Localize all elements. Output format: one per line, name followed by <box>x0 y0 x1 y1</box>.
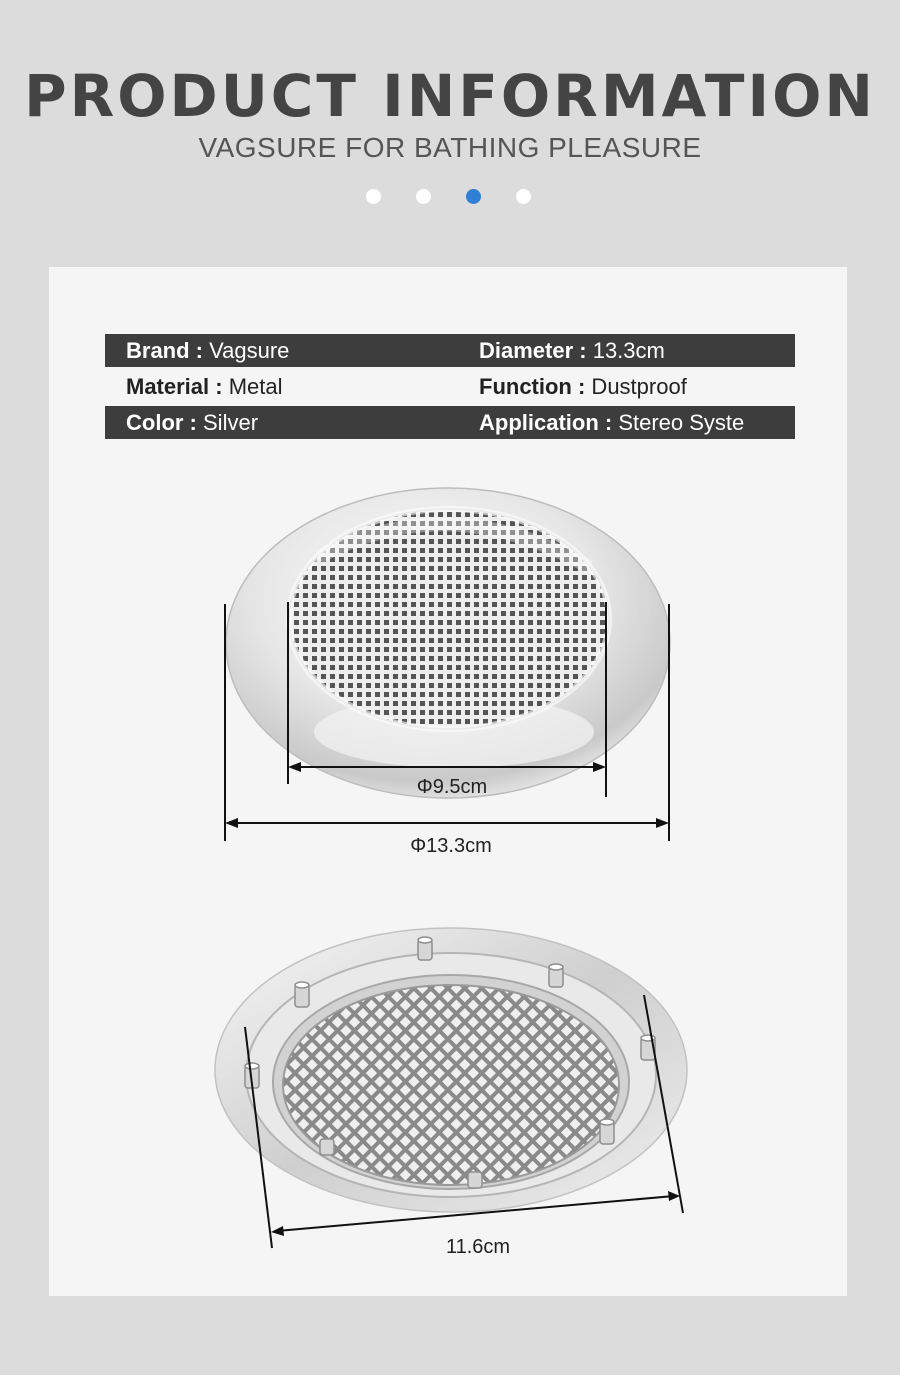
spec-key: Material : <box>126 374 223 399</box>
inner-diameter-label: Φ9.5cm <box>416 776 488 798</box>
spec-value: Silver <box>196 410 259 435</box>
page-header <box>0 0 900 260</box>
carousel-indicator <box>366 189 536 205</box>
grille-back-view <box>215 928 687 1212</box>
spec-value: 13.3cm <box>586 338 665 363</box>
grille-front-view <box>226 488 670 798</box>
page-subtitle: VAGSURE FOR BATHING PLEASURE <box>198 132 702 163</box>
spec-key: Color : <box>126 410 197 435</box>
spec-value: Vagsure <box>203 338 290 363</box>
carousel-dot-1[interactable] <box>366 189 381 204</box>
page-title: PRODUCT INFORMATION <box>24 62 876 130</box>
carousel-dot-3-active[interactable] <box>466 189 481 204</box>
spec-key: Diameter : <box>479 338 587 363</box>
product-info-panel <box>49 267 847 1296</box>
carousel-dot-2[interactable] <box>416 189 431 204</box>
mount-diameter-label: 11.6cm <box>445 1236 511 1258</box>
carousel-dot-4[interactable] <box>516 189 531 204</box>
spec-key: Brand : <box>126 338 203 363</box>
spec-value: Metal <box>222 374 283 399</box>
outer-diameter-label: Φ13.3cm <box>410 835 492 857</box>
spec-key: Application : <box>479 410 613 435</box>
product-diagram <box>49 267 847 1296</box>
spec-value: Dustproof <box>585 374 687 399</box>
spec-value: Stereo Syste <box>612 410 745 435</box>
spec-key: Function : <box>479 374 586 399</box>
